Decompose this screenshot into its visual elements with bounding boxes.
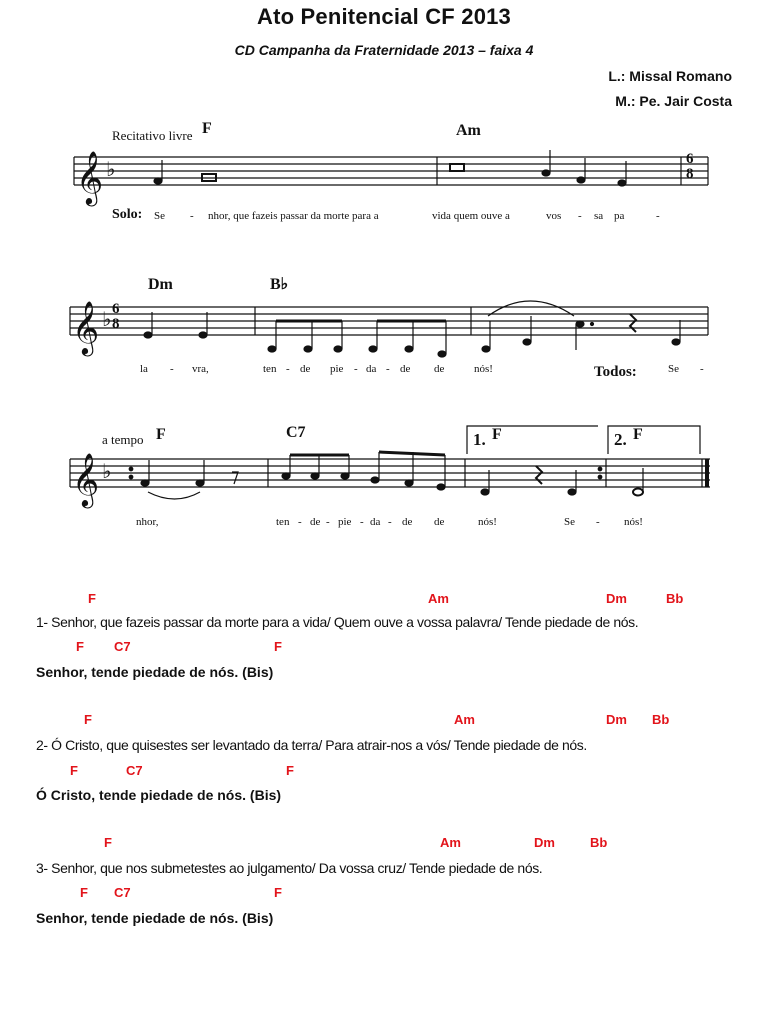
verse-refrain: Ó Cristo, tende piedade de nós. (Bis) — [36, 787, 282, 803]
verse-chord: Am — [454, 712, 475, 727]
lyric-syllable: - — [596, 516, 600, 528]
ending-2-label: 2. — [614, 430, 627, 449]
flat-key-icon: ♭ — [102, 459, 112, 483]
lyric-syllable: - — [700, 363, 704, 375]
ending-1-label: 1. — [473, 430, 486, 449]
lyric-syllable: nós! — [624, 516, 643, 528]
voice-label-solo: Solo: — [112, 207, 143, 222]
flat-key-icon: ♭ — [102, 307, 112, 331]
lyric-syllable: la — [140, 363, 148, 375]
verse-chord: F — [104, 835, 112, 850]
lyricist-credit: L.: Missal Romano — [608, 68, 732, 84]
score-chord: Dm — [148, 276, 173, 293]
lyric-syllable: da — [366, 363, 377, 375]
verse-chord: C7 — [114, 639, 131, 654]
verse-chord: Dm — [606, 712, 627, 727]
verse-chord: F — [80, 885, 88, 900]
lyric-syllable: nós! — [478, 516, 497, 528]
verse-chord: F — [84, 712, 92, 727]
lyric-syllable: de — [400, 363, 411, 375]
lyric-syllable: da — [370, 516, 381, 528]
verse-chord: F — [88, 591, 96, 606]
lyric-syllable: ten — [263, 363, 277, 375]
time-signature-bottom: 8 — [112, 316, 120, 332]
lyric-syllable: - — [386, 363, 390, 375]
verse-chord: Am — [428, 591, 449, 606]
lyric-syllable: de — [402, 516, 413, 528]
time-signature-top: 6 — [686, 151, 694, 167]
score-chord: B♭ — [270, 276, 289, 293]
lyric-syllable: pa — [614, 210, 625, 222]
verse-chord: F — [70, 763, 78, 778]
page-title: Ato Penitencial CF 2013 — [256, 4, 511, 29]
score-chord: C7 — [286, 424, 306, 441]
lyric-syllable: nhor, — [136, 516, 159, 528]
verse-refrain: Senhor, tende piedade de nós. (Bis) — [36, 664, 274, 680]
staff-system-1 — [74, 157, 708, 185]
lyric-syllable: Se — [668, 363, 679, 375]
treble-clef-icon: 𝄞 — [76, 150, 104, 204]
verse-chord: Am — [440, 835, 461, 850]
tempo-marking: a tempo — [102, 432, 144, 447]
lyric-syllable: de — [300, 363, 311, 375]
verse-line: 1- Senhor, que fazeis passar da morte para a vida/ Quem ouve a vossa palavra/ Tende piedade de nós. — [36, 614, 639, 630]
lyric-syllable: - — [354, 363, 358, 375]
lyric-syllable: vida quem ouve a — [432, 210, 510, 222]
verse-chord: Bb — [590, 835, 608, 850]
lyric-syllable: - — [286, 363, 290, 375]
treble-clef-icon: 𝄞 — [72, 300, 100, 354]
score-chord: F — [633, 426, 643, 443]
verse-line: 2- Ó Cristo, que quisestes ser levantado da terra/ Para atrair-nos a vós/ Tende piedade de nós. — [36, 737, 587, 753]
lyric-syllable: sa — [594, 210, 604, 222]
page-subtitle: CD Campanha da Fraternidade 2013 – faixa 4 — [234, 42, 534, 58]
verse-chord: Dm — [606, 591, 627, 606]
verse-refrain: Senhor, tende piedade de nós. (Bis) — [36, 910, 274, 926]
verse-chord: F — [274, 639, 282, 654]
time-signature-bottom: 8 — [686, 166, 694, 182]
verse-chord: Bb — [652, 712, 670, 727]
verse-chord: F — [286, 763, 294, 778]
lyric-syllable: - — [326, 516, 330, 528]
notes-system-2 — [144, 301, 680, 357]
flat-key-icon: ♭ — [106, 157, 116, 181]
verse-chord: C7 — [126, 763, 143, 778]
score-chord: F — [156, 426, 166, 443]
verse-chord: Bb — [666, 591, 684, 606]
lyric-syllable: - — [170, 363, 174, 375]
voice-label-todos: Todos: — [594, 364, 637, 380]
lyric-syllable: de — [434, 363, 445, 375]
lyric-syllable: nhor, que fazeis passar da morte para a — [208, 210, 379, 222]
lyric-syllable: de — [434, 516, 445, 528]
lyric-syllable: - — [388, 516, 392, 528]
lyric-syllable: pie — [330, 363, 344, 375]
lyric-syllable: - — [190, 210, 194, 222]
lyric-syllable: nós! — [474, 363, 493, 375]
lyric-syllable: - — [656, 210, 660, 222]
lyric-syllable: vos — [546, 210, 562, 222]
lyric-syllable: Se — [564, 516, 575, 528]
composer-credit: M.: Pe. Jair Costa — [615, 93, 732, 109]
lyric-syllable: ten — [276, 516, 290, 528]
lyric-syllable: Se — [154, 210, 165, 222]
lyric-syllable: de — [310, 516, 321, 528]
score-chord: F — [492, 426, 502, 443]
tempo-marking: Recitativo livre — [112, 128, 193, 143]
lyric-syllable: - — [298, 516, 302, 528]
lyric-syllable: - — [578, 210, 582, 222]
lyric-syllable: pie — [338, 516, 352, 528]
lyric-syllable: vra, — [192, 363, 209, 375]
verse-chord: F — [76, 639, 84, 654]
verse-chord: Dm — [534, 835, 555, 850]
score-chord: F — [202, 120, 212, 137]
time-signature-top: 6 — [112, 301, 120, 317]
verse-chord: F — [274, 885, 282, 900]
lyric-syllable: - — [360, 516, 364, 528]
score-chord: Am — [456, 122, 481, 139]
verse-line: 3- Senhor, que nos submetestes ao julgamento/ Da vossa cruz/ Tende piedade de nós. — [36, 860, 543, 876]
verse-chord: C7 — [114, 885, 131, 900]
treble-clef-icon: 𝄞 — [72, 452, 100, 506]
notes-system-1 — [154, 150, 626, 186]
